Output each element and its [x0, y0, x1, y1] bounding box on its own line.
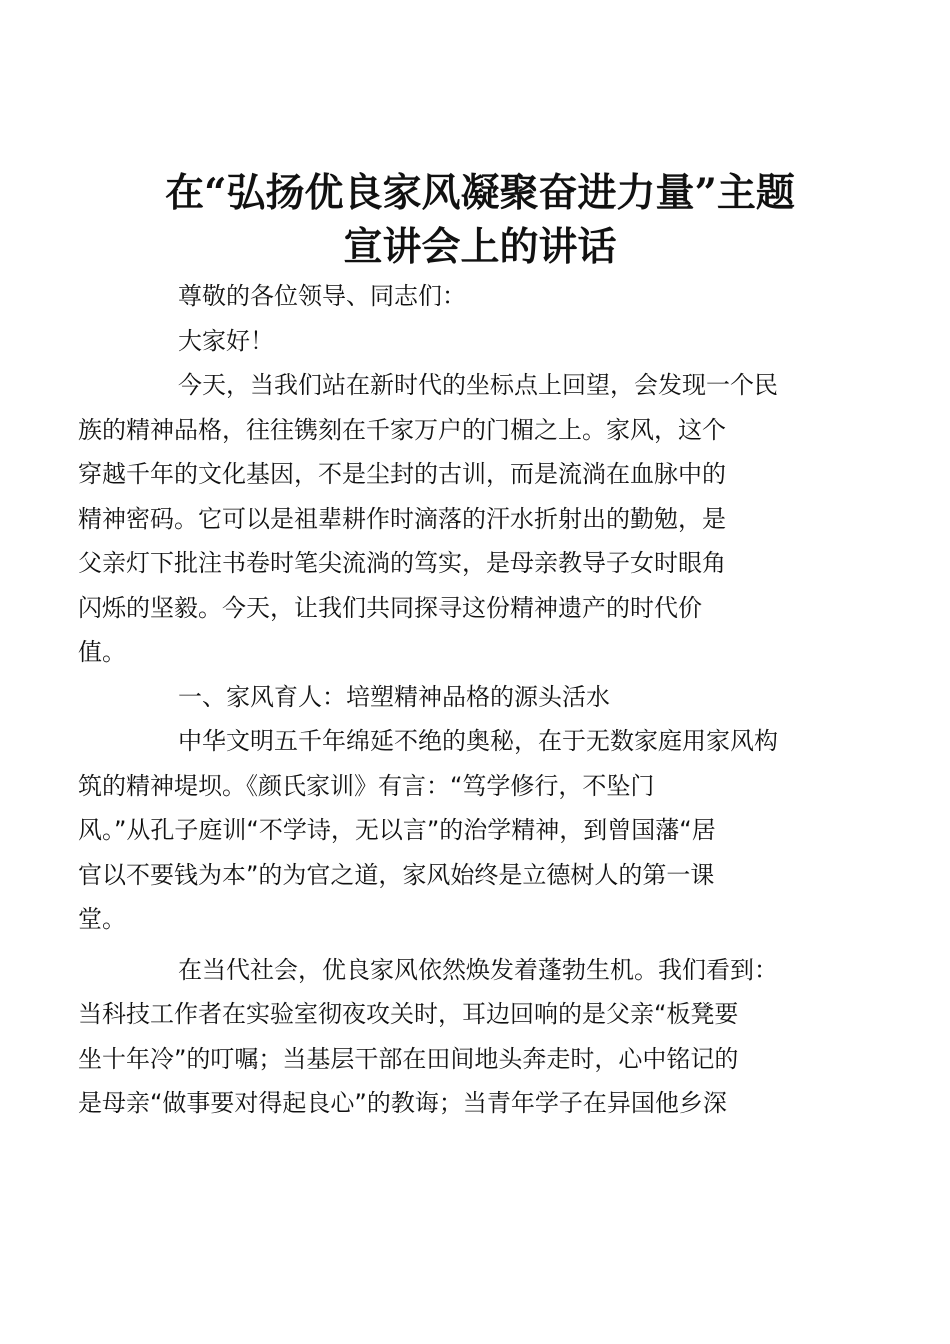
salutation	[128, 274, 828, 319]
text-line: 筑的精神堤坝。《颜氏家训》有言：“笃学修行，不坠门	[78, 771, 655, 800]
text-line: 尊敬的各位领导、同志们：	[178, 282, 466, 310]
text-line: 父亲灯下批注书卷时笔尖流淌的笃实，是母亲教导子女时眼角	[78, 549, 726, 577]
document-body	[78, 274, 828, 1126]
text-line: 闪烁的坚毅。今天，让我们共同探寻这份精神遗产的时代价	[78, 593, 702, 622]
document-title	[110, 166, 850, 274]
paragraph-intro	[78, 363, 828, 675]
greeting	[128, 319, 828, 364]
paragraph-section-1	[78, 719, 828, 942]
text-line: 当科技工作者在实验室彻夜攻关时，耳边回响的是父亲“板凳要	[78, 1000, 739, 1028]
text-line: 堂。	[78, 905, 126, 933]
text-line: 大家好！	[178, 326, 274, 355]
text-line: 在当代社会，优良家风依然焕发着蓬勃生机。我们看到：	[178, 955, 778, 984]
text-line: 风。”从孔子庭训“不学诗，无以言”的治学精神，到曾国藩“居	[78, 816, 716, 844]
text-line: 中华文明五千年绵延不绝的奥秘，在于无数家庭用家风构	[178, 727, 778, 755]
text-line: 官以不要钱为本”的为官之道，家风始终是立德树人的第一课	[78, 860, 715, 889]
text-line: 坐十年冷”的叮嘱；当基层干部在田间地头奔走时，心中铭记的	[78, 1044, 739, 1073]
title-line-2: 宣讲会上的讲话	[343, 224, 617, 270]
text-line: 是母亲“做事要对得起良心”的教诲；当青年学子在异国他乡深	[78, 1089, 727, 1117]
text-line: 值。	[78, 638, 126, 666]
section-heading	[128, 675, 828, 720]
text-line: 今天，当我们站在新时代的坐标点上回望，会发现一个民	[178, 371, 778, 399]
title-line-1: 在“弘扬优良家风凝聚奋进力量”主题	[165, 170, 795, 216]
text-line: 一、家风育人：培塑精神品格的源头活水	[178, 682, 610, 711]
text-line: 精神密码。它可以是祖辈耕作时滴落的汗水折射出的勤勉，是	[78, 504, 726, 533]
text-line: 族的精神品格，往往镌刻在千家万户的门楣之上。家风，这个	[78, 415, 726, 444]
text-line: 穿越千年的文化基因，不是尘封的古训，而是流淌在血脉中的	[78, 460, 726, 488]
paragraph-section-2	[78, 948, 828, 1126]
